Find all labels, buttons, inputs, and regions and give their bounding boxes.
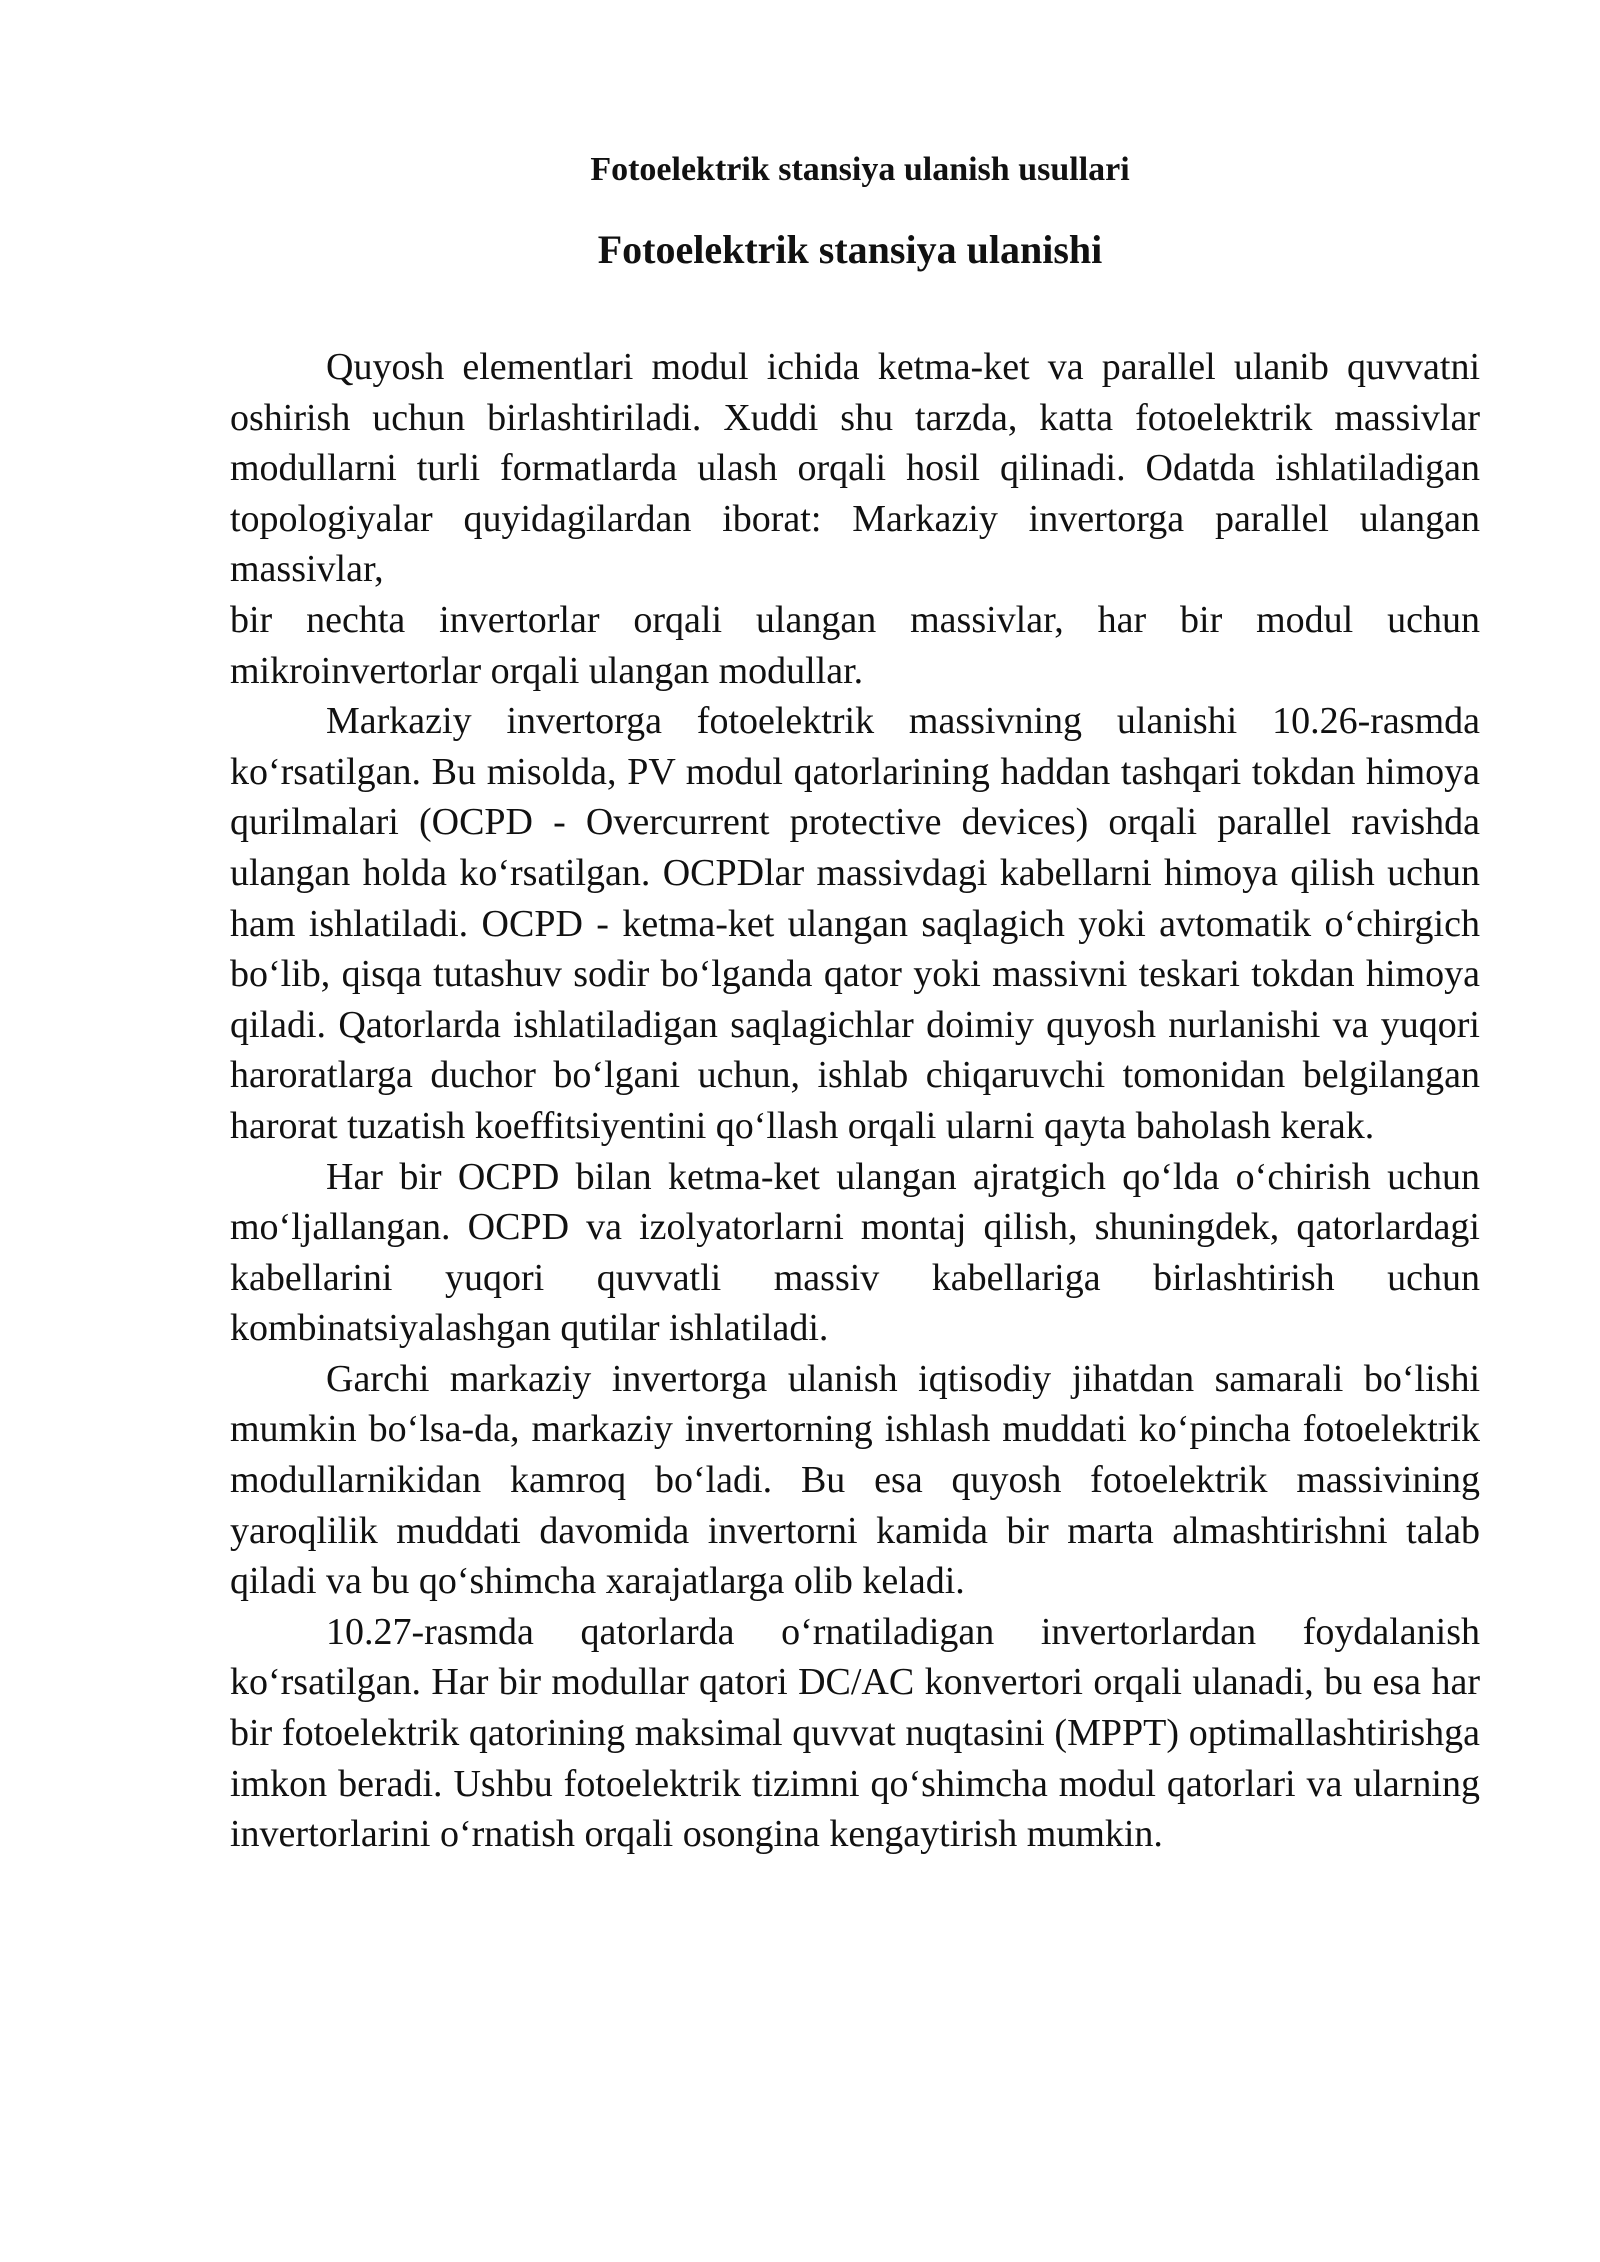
document-body <box>230 342 1480 1860</box>
section-heading: Fotoelektrik stansiya ulanish usullari <box>590 151 1130 188</box>
subsection-heading: Fotoelektrik stansiya ulanishi <box>597 227 1103 272</box>
paragraph-6: 10.27-rasmda qatorlarda o‘rnatiladigan invertorlardan foydalanish ko‘rsatilgan. Har bir modullar qatori DC/AC konvertori orqali ulanadi, bu esa har bir fotoelektrik qatorining maksimal quvvat nuqtasini (MPPT) optimallashtirishga imkon beradi. Ushbu fotoelektrik tizimni qo‘shimcha modul qatorlari va ularning invertorlarini o‘rnatish orqali osongina kengaytirish mumkin. <box>230 1610 1480 1856</box>
paragraph-5: Garchi markaziy invertorga ulanish iqtisodiy jihatdan samarali bo‘lishi mumkin bo‘lsa-da, markaziy invertorning ishlash muddati ko‘pincha fotoelektrik modullarnikidan kamroq bo‘ladi. Bu esa quyosh fotoelektrik massivining yaroqlilik muddati davomida invertorni kamida bir marta almashtirishni talab qiladi va bu qo‘shimcha xarajatlarga olib keladi. <box>230 1357 1480 1603</box>
paragraph-4: Har bir OCPD bilan ketma-ket ulangan ajratgich qo‘lda o‘chirish uchun mo‘ljallangan. OCPD va izolyatorlarni montaj qilish, shuningdek, qatorlardagi kabellarini yuqori quvvatli massiv kabellariga birlashtirish uchun kombinatsiyalashgan qutilar ishlatiladi. <box>230 1155 1480 1350</box>
paragraph-2: bir nechta invertorlar orqali ulangan massivlar, har bir modul uchun mikroinvertorlar orqali ulangan modullar. <box>230 598 1480 692</box>
paragraph-3: Markaziy invertorga fotoelektrik massivning ulanishi 10.26-rasmda ko‘rsatilgan. Bu misolda, PV modul qatorlarining haddan tashqari tokdan himoya qurilmalari (OCPD - Overcurrent protective devices) orqali parallel ravishda ulangan holda ko‘rsatilgan. OCPDlar massivdagi kabellarni himoya qilish uchun ham ishlatiladi. OCPD - ketma-ket ulangan saqlagich yoki avtomatik o‘chirgich bo‘lib, qisqa tutashuv sodir bo‘lganda qator yoki massivni teskari tokdan himoya qiladi. Qatorlarda ishlatiladigan saqlagichlar doimiy quyosh nurlanishi va yuqori haroratlarga duchor bo‘lgani uchun, ishlab chiqaruvchi tomonidan belgilangan harorat tuzatish koeffitsiyentini qo‘llash orqali ularni qayta baholash kerak. <box>230 700 1480 1147</box>
paragraph-1: Quyosh elementlari modul ichida ketma-ket va parallel ulanib quvvatni oshirish uchun birlashtiriladi. Xuddi shu tarzda, katta fotoelektrik massivlar modullarni turli formatlarda ulash orqali hosil qilinadi. Odatda ishlatiladigan topologiyalar quyidagilardan iborat: Markaziy invertorga parallel ulangan massivlar, <box>230 346 1480 591</box>
